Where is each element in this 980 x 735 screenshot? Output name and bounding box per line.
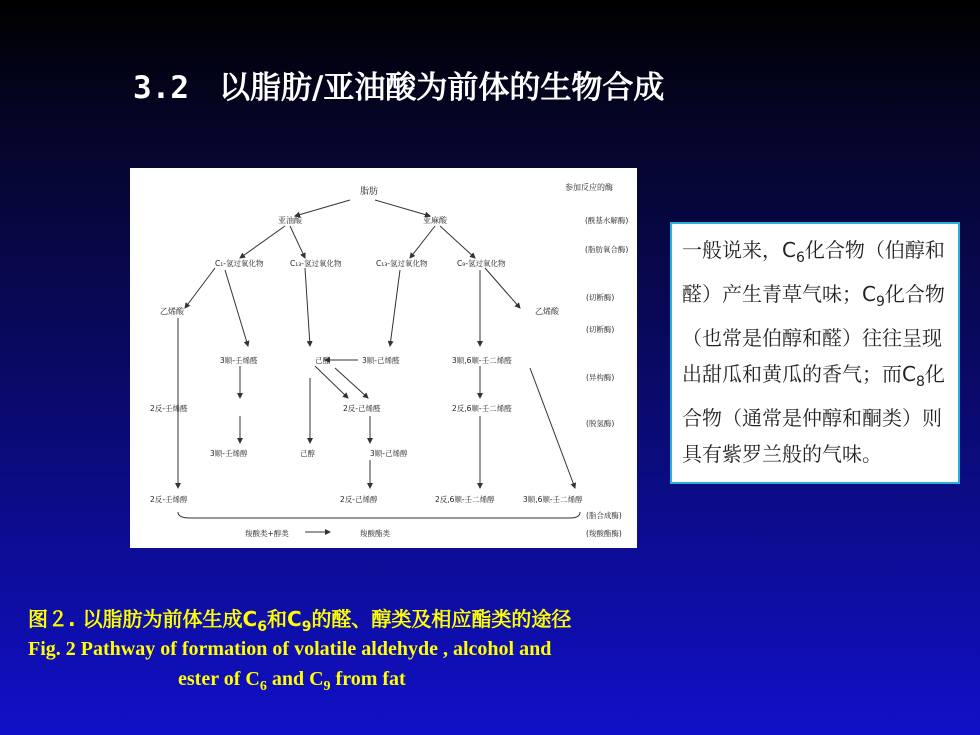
caption-english (28, 634, 688, 702)
node-linoleic: 亚油酸 (278, 216, 302, 225)
node-bottom-1: 羧酸类+醇类 (245, 529, 289, 538)
enzyme-7: (脂合成酶) (586, 511, 622, 520)
caption-en-a: Fig. 2 Pathway of formation of volatile aldehyde , alcohol and (28, 638, 552, 660)
caption-chinese (28, 603, 571, 635)
caption-en-b: ester of C (178, 668, 260, 690)
node-r6-1: 2反-壬烯醇 (150, 495, 188, 504)
info-sub-2: 9 (875, 294, 885, 310)
info-sub-1: 6 (795, 250, 805, 266)
enzyme-5: (异构酶) (586, 373, 615, 382)
enzyme-4: (切断酶) (586, 325, 615, 334)
enzyme-8: (羧酸酯酶) (586, 529, 622, 538)
pathway-diagram (130, 168, 637, 548)
caption-en-sub1: 6 (259, 679, 267, 694)
node-r3-4: 3顺,6顺-壬二烯醛 (452, 356, 512, 365)
enzymes-header: 参加反应的酶 (565, 183, 613, 192)
caption-en-line2 (28, 664, 688, 702)
info-text-4: 化合物（通常是仲醇和酮类）则具有紫罗兰般的气味。 (682, 362, 945, 466)
node-r4-2: 2反-己烯醛 (343, 404, 381, 413)
node-acid-1: 乙烯酸 (160, 307, 184, 316)
arrow-group (178, 200, 575, 532)
node-r3-1: 3顺-壬烯醛 (220, 356, 258, 365)
caption-en-c: and C (266, 668, 324, 690)
info-box (670, 222, 960, 484)
caption-en-d: from fat (330, 668, 406, 690)
info-text-1: 一般说来，C (682, 238, 796, 262)
enzyme-1: (酰基水解酶) (585, 216, 629, 225)
node-r5-3: 3顺-己烯醇 (370, 449, 408, 458)
node-r6-2: 2反-己烯醇 (340, 495, 378, 504)
node-linolenic: 亚麻酸 (423, 216, 447, 225)
caption-cn-c: 的醛、醇类及相应酯类的途径 (311, 607, 572, 631)
slide-title (133, 62, 664, 107)
node-r5-2: 己醇 (300, 449, 315, 458)
caption-cn-sub2: 9 (301, 619, 312, 635)
node-r5-1: 3顺-壬烯醇 (210, 449, 248, 458)
pathway-diagram-svg (130, 168, 637, 548)
node-r6-3: 2反,6顺-壬二烯醇 (435, 495, 495, 504)
info-text-3: 化合物（也常是伯醇和醛）往往呈现出甜瓜和黄瓜的香气；而C (682, 282, 945, 386)
enzyme-2: (脂肪氧合酶) (585, 245, 629, 254)
node-r4-1: 2反-壬烯醛 (150, 404, 188, 413)
node-r4-3: 2反,6顺-壬二烯醛 (452, 404, 512, 413)
node-hp-4: C₉-氢过氧化物 (457, 259, 506, 268)
node-fat: 脂肪 (360, 187, 379, 197)
node-hp-1: C₁-氢过氧化物 (215, 259, 264, 268)
node-hp-3: C₁₃-氢过氧化物 (376, 259, 428, 268)
enzyme-6: (脱氢酶) (586, 419, 615, 428)
node-hp-2: C₁₃-氢过氧化物 (290, 259, 342, 268)
caption-cn-a: 图２. 以脂肪为前体生成C (28, 607, 258, 631)
merge-bracket (178, 512, 580, 518)
caption-cn-b: 和C (267, 607, 302, 631)
caption-cn-sub1: 6 (257, 619, 267, 635)
info-sub-3: 8 (915, 374, 925, 390)
node-r6-4: 3顺,6顺-壬二烯醇 (523, 495, 583, 504)
node-r3-2: 己醛 (315, 356, 330, 365)
node-bottom-2: 羧酸酯类 (360, 529, 390, 538)
title-text: 以脂肪/亚油酸为前体的生物合成 (219, 70, 665, 106)
info-text-2: 化合物（伯醇和醛）产生青草气味；C (682, 238, 945, 306)
enzyme-3: (切断酶) (586, 293, 615, 302)
node-r3-3: 3顺-己烯醛 (362, 356, 400, 365)
node-acid-2: 乙烯酸 (535, 307, 559, 316)
caption-en-sub2: 9 (323, 679, 331, 694)
section-number: 3.2 (133, 70, 189, 106)
